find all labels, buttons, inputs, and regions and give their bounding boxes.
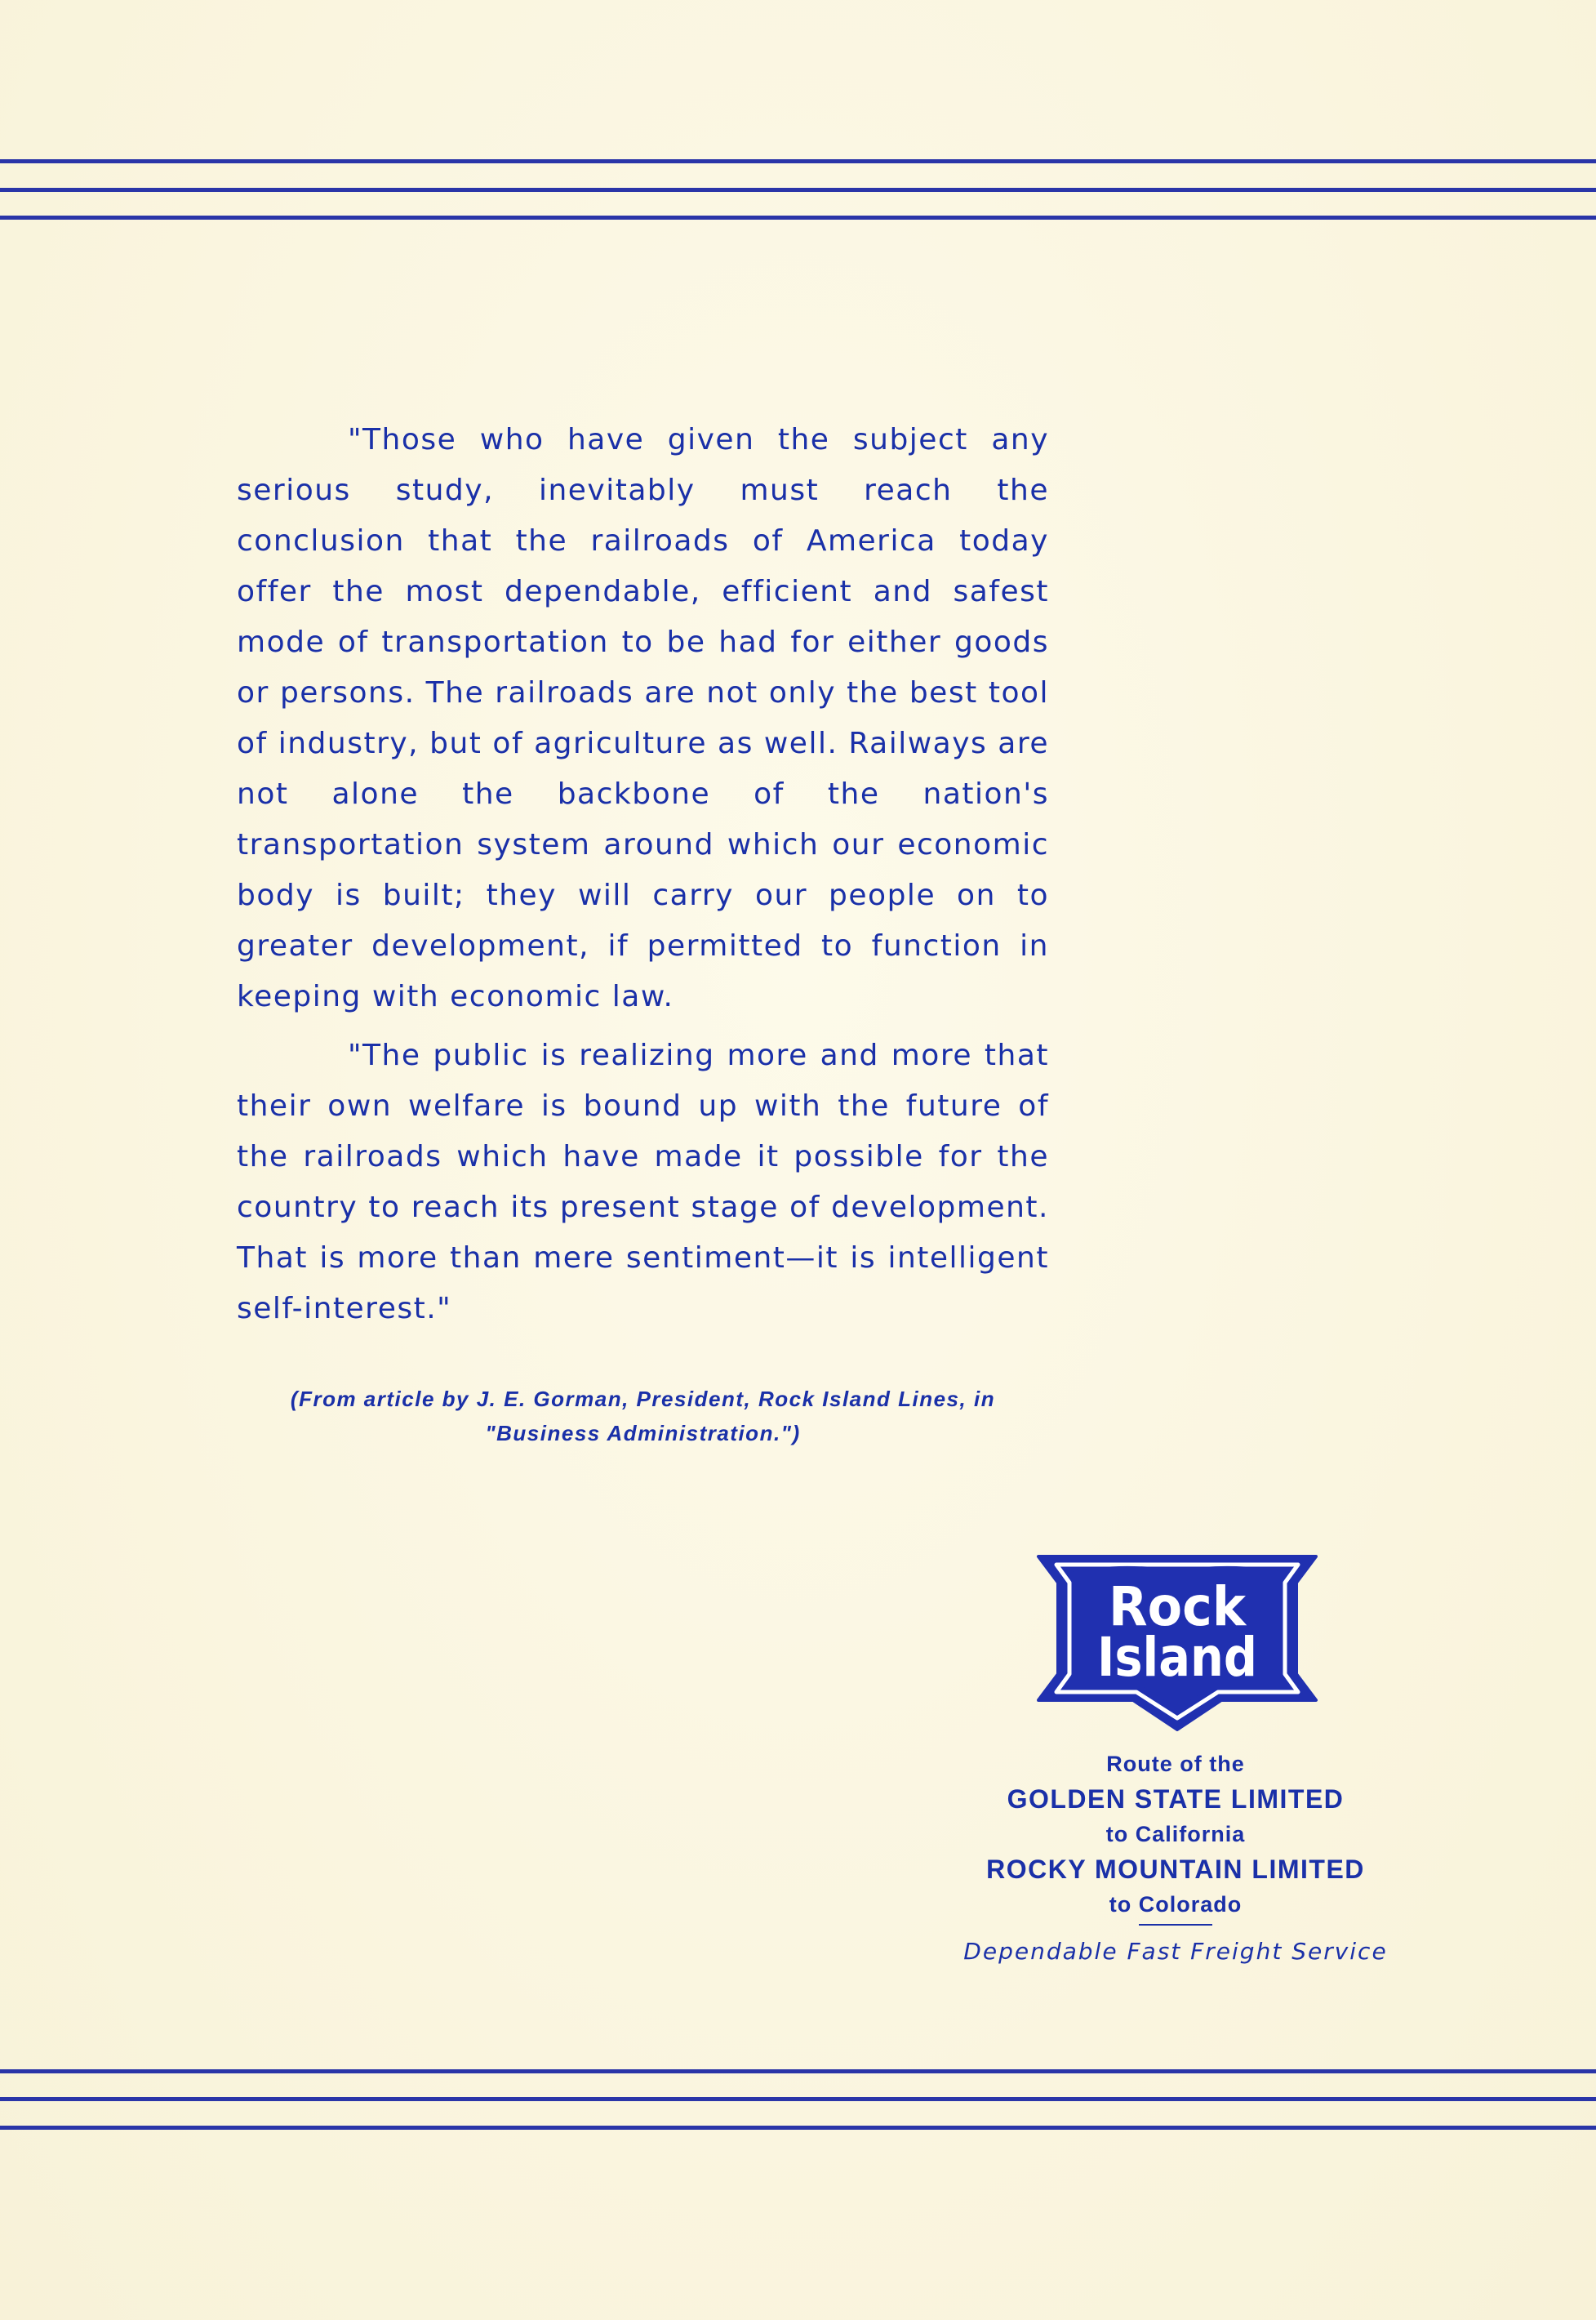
citation <box>237 1382 1049 1450</box>
top-rule-2 <box>0 188 1596 192</box>
top-rule-1 <box>0 159 1596 163</box>
bottom-rule-2 <box>0 2097 1596 2101</box>
citation-line-1: (From article by J. E. Gorman, President, Rock Island Lines, in <box>290 1387 996 1411</box>
logo-text-island: Island <box>1097 1626 1257 1689</box>
train-golden-state-limited: GOLDEN STATE LIMITED <box>1007 1784 1345 1814</box>
top-rule-3 <box>0 216 1596 220</box>
quote-paragraph-2: "The public is realizing more and more that their own welfare is bound up with the future of the railroads which have made it possible for the country to reach its present stage of development. That is more than mere sentiment—it is intelligent self-interest." <box>237 1039 1049 1325</box>
rock-island-logo <box>1035 1553 1319 1731</box>
route-of-the-label: Route of the <box>1106 1752 1245 1776</box>
train-rocky-mountain-limited: ROCKY MOUNTAIN LIMITED <box>986 1855 1365 1884</box>
bottom-rule-1 <box>0 2069 1596 2073</box>
train-1-destination: to California <box>1105 1822 1246 1846</box>
citation-line-2: "Business Administration.") <box>485 1421 801 1445</box>
route-divider <box>1139 1924 1212 1926</box>
freight-tagline: Dependable Fast Freight Service <box>963 1938 1388 1965</box>
logo-text-rock: Rock <box>1109 1575 1247 1638</box>
quote-paragraph-1: "Those who have given the subject any serious study, inevitably must reach the conclusion that the railroads of America today offer the most dependable, efficient and safest mode of transportation to be had for either goods or persons. The railroads are not only the best tool of industry, but of agriculture as well. Railways are not alone the backbone of the nation's transportation system around which our economic body is built; they will carry our people on to greater development, if permitted to function in keeping with economic law. <box>237 423 1049 1013</box>
bottom-rule-3 <box>0 2126 1596 2130</box>
train-2-destination: to Colorado <box>1109 1892 1243 1917</box>
route-block <box>939 1748 1412 1970</box>
